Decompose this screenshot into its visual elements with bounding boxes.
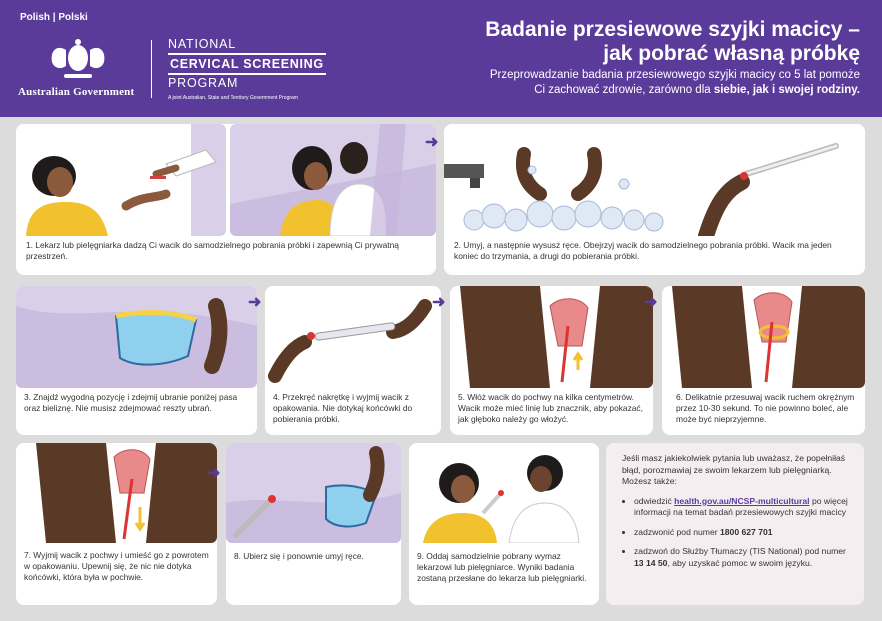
header-divider — [151, 40, 152, 98]
step-9-illustration — [409, 443, 599, 543]
info-item-text: zadzwonić pod numer — [634, 526, 720, 537]
info-item-text: po więcej informacji na temat badań przesiewowych szyjki macicy — [634, 495, 848, 517]
phone-number: 1800 627 701 — [719, 526, 773, 537]
step-6-caption: 6. Delikatnie przesuwaj wacik ruchem okrężnym przez 10-30 sekund. To nie powinno boleć, ale może być nieprzyjemne. — [676, 392, 855, 424]
arrow-right-icon: ➜ — [432, 294, 446, 311]
arrow-right-icon: ➜ — [248, 294, 262, 311]
info-item-website — [634, 496, 850, 519]
handing-swab-to-doctor-icon — [409, 443, 599, 543]
info-intro: Jeśli masz jakiekolwiek pytania lub uważasz, że popełniłaś błąd, porozmawiaj ze swoim lekarzem lub pielęgniarką. Możesz także: — [622, 453, 846, 486]
info-item-text: , aby uzyskać pomoc w swoim języku. — [667, 557, 813, 568]
patient-receiving-swab-icon — [16, 124, 226, 236]
step-7-caption: 7. Wyjmij wacik z pochwy i umieść go z powrotem w opakowaniu. Upewnij się, że nic nie dotyka końcówki, która była w pochwie. — [24, 550, 209, 582]
title-line-2: jak pobrać własną próbkę — [603, 42, 860, 65]
info-item-text: zadzwoń do Służby Tłumaczy (TIS National) pod numer — [634, 546, 846, 556]
step-3-illustration — [16, 286, 257, 388]
program-line-3: PROGRAM — [168, 76, 239, 90]
swab-examination-icon — [686, 124, 865, 236]
coat-of-arms-icon — [42, 38, 114, 82]
subtitle-emphasis: siebie, jak i swojej rodziny. — [713, 84, 860, 96]
page-title — [420, 18, 860, 66]
info-item-tis — [634, 546, 850, 569]
step-5-illustration — [450, 286, 653, 388]
step-8-panel — [226, 443, 401, 605]
step-1-panel — [16, 124, 439, 275]
tis-phone-number: 13 14 50 — [634, 557, 668, 568]
subtitle-text: Ci zachować zdrowie, zarówno dla — [534, 84, 714, 96]
program-line-1: NATIONAL — [168, 37, 236, 51]
arrow-right-icon: ➜ — [207, 465, 221, 482]
step-4-illustration — [265, 286, 441, 388]
step-9-caption: 9. Oddaj samodzielnie pobrany wymaz lekarzowi lub pielęgniarce. Wyniki badania zostaną przesłane do lekarza lub pielęgniarki. — [417, 551, 587, 583]
government-name: Australian Government — [18, 86, 135, 98]
nurse-and-patient-icon — [230, 124, 439, 236]
step-6-panel — [662, 286, 865, 435]
step-3-panel — [16, 286, 257, 435]
step-6-illustration — [662, 286, 865, 388]
step-5-panel — [450, 286, 653, 435]
info-item-text: odwiedzić — [634, 495, 675, 506]
step-7-illustration — [16, 443, 217, 543]
step-4-caption: 4. Przekręć nakrętkę i wyjmij wacik z opakowania. Nie dotykaj końcówki do pobierania próbki. — [273, 392, 413, 424]
subtitle-line-1: Przeprowadzanie badania przesiewowego szyjki macicy co 5 lat pomoże — [489, 69, 860, 81]
step-1-caption: 1. Lekarz lub pielęgniarka dadzą Ci wacik do samodzielnego pobrania próbki i zapewnią Ci prywatną przestrzeń. — [26, 240, 399, 261]
step-2-illustration-a — [444, 124, 682, 236]
page-subtitle — [420, 68, 860, 98]
health-website-link[interactable]: health.gov.au/NCSP-multicultural — [674, 495, 810, 506]
underwear-removal-icon — [16, 286, 257, 388]
info-item-phone — [634, 527, 850, 539]
arrow-right-icon: ➜ — [425, 134, 439, 151]
step-8-illustration — [226, 443, 401, 543]
program-logo — [168, 36, 328, 101]
program-note: A joint Australian, State and Territory Government Program — [168, 95, 298, 101]
step-2-panel — [444, 124, 865, 275]
swab-rotation-icon — [662, 286, 865, 388]
header-banner — [0, 0, 882, 117]
arrow-right-icon: ➜ — [644, 294, 658, 311]
step-9-panel — [409, 443, 599, 605]
info-list — [622, 496, 850, 570]
step-1-illustration-a — [16, 124, 226, 236]
step-8-caption: 8. Ubierz się i ponownie umyj ręce. — [234, 551, 364, 561]
title-line-1: Badanie przesiewowe szyjki macicy – — [485, 18, 860, 41]
hand-washing-icon — [444, 124, 682, 236]
program-line-2: CERVICAL SCREENING — [168, 53, 326, 75]
step-1-illustration-b — [230, 124, 439, 236]
language-label: Polish | Polski — [20, 12, 88, 23]
step-2-caption: 2. Umyj, a następnie wysusz ręce. Obejrzyj wacik do samodzielnego pobrania próbki. Wacik ma jeden koniec do trzymania, a drugi do pobierania próbki. — [454, 240, 832, 261]
subtitle-line-2 — [420, 83, 860, 98]
step-5-caption: 5. Włóż wacik do pochwy na kilka centymetrów. Wacik może mieć linię lub znacznik, aby pokazać, jak głęboko należy go włożyć. — [458, 392, 643, 424]
help-info-box — [606, 443, 864, 605]
opening-swab-tube-icon — [265, 286, 441, 388]
swab-removal-icon — [16, 443, 217, 543]
step-4-panel — [265, 286, 441, 435]
step-2-illustration-b — [686, 124, 865, 236]
swab-insertion-icon — [450, 286, 653, 388]
step-3-caption: 3. Znajdź wygodną pozycję i zdejmij ubranie poniżej pasa oraz bieliznę. Nie musisz zdejmować reszty ubrań. — [24, 392, 238, 413]
step-7-panel — [16, 443, 217, 605]
dressing-and-swab-icon — [226, 443, 401, 543]
